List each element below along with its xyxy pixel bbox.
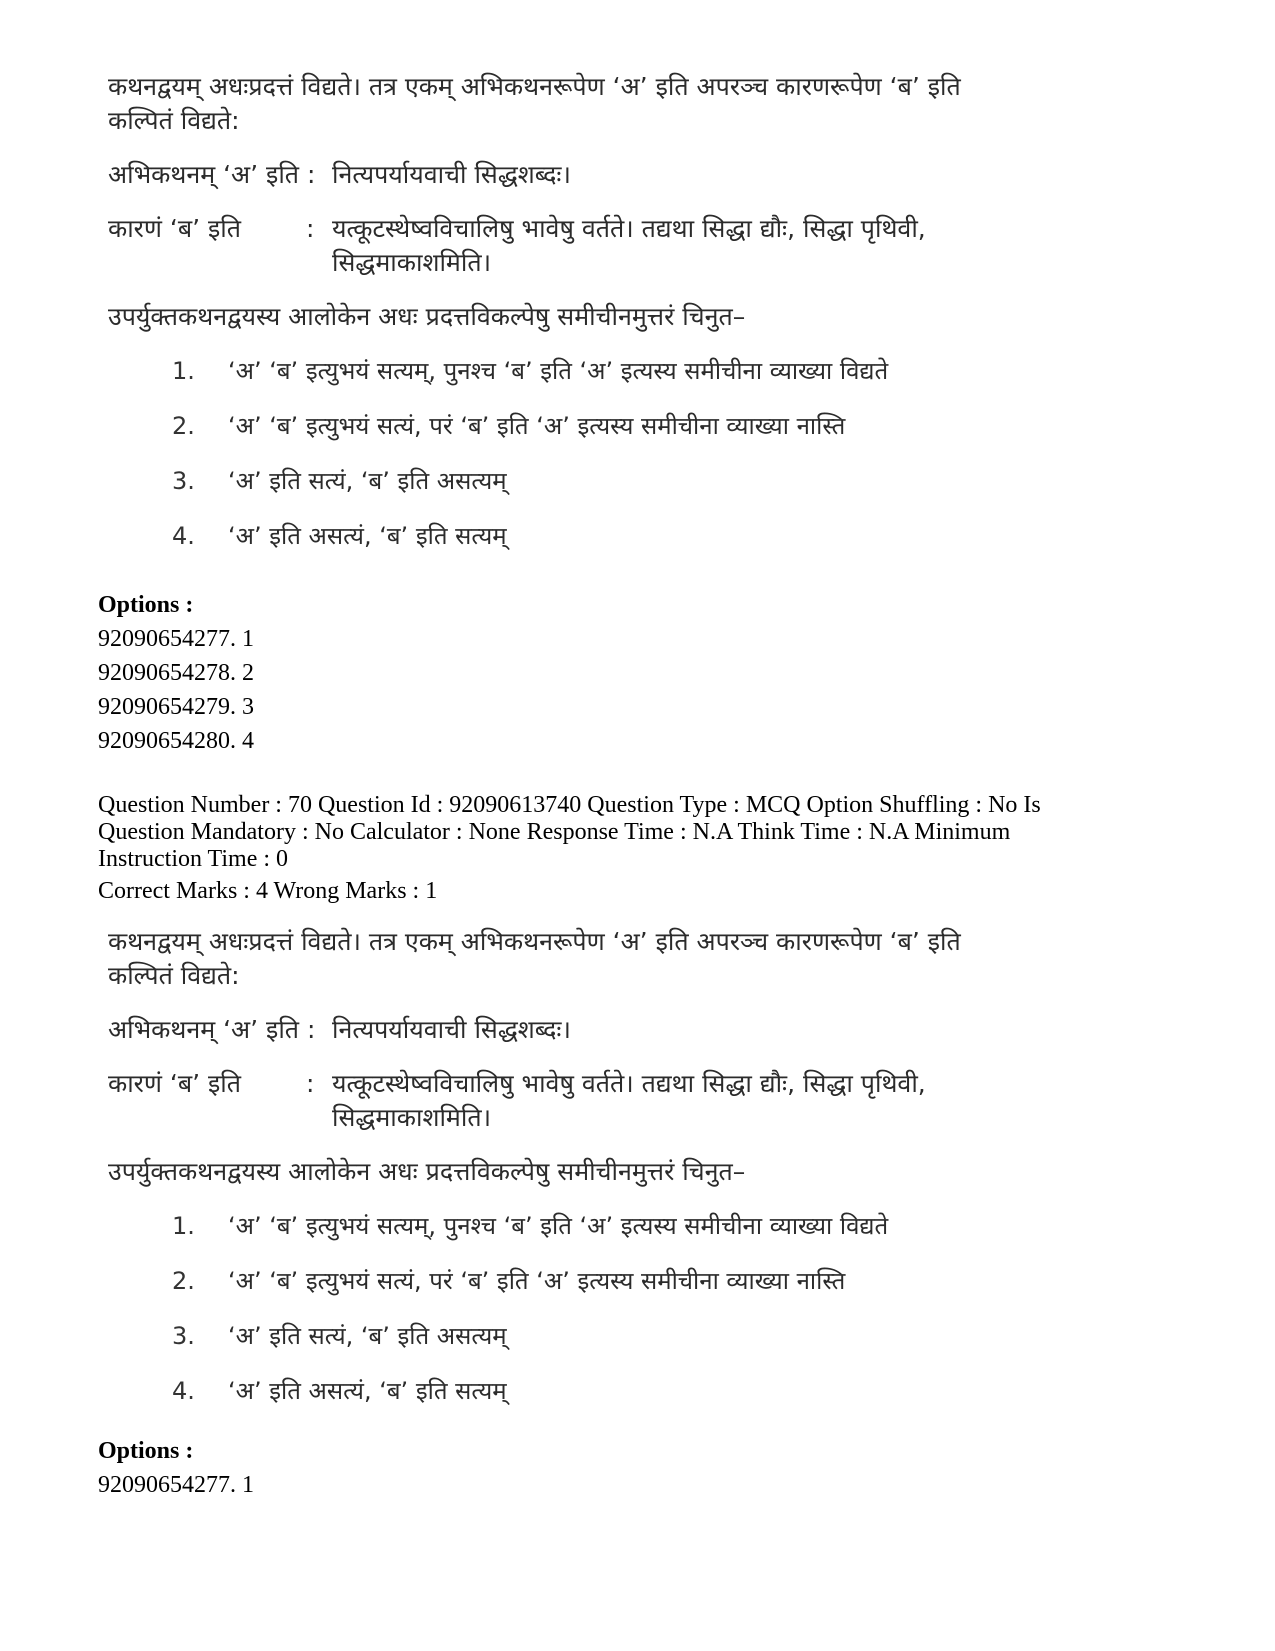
option-item: 92090654277. 1 (98, 626, 254, 652)
marks-line: Correct Marks : 4 Wrong Marks : 1 (98, 878, 438, 904)
instruction: उपर्युक्तकथनद्वयस्य आलोकेन अधः प्रदत्तविकल्पेषु समीचीनमुत्तरं चिनुत– (108, 302, 746, 331)
assertion-text: नित्यपर्यायवाची सिद्धशब्दः। (332, 1015, 571, 1044)
choice-item (172, 409, 1008, 443)
assertion-row (108, 158, 1008, 192)
options-section-1 (98, 590, 1218, 758)
assertion-label: अभिकथनम् ‘अ’ इति : (108, 1015, 316, 1044)
reason-row (108, 212, 1008, 280)
intro-line-1: कथनद्वयम् अधःप्रदत्तं विद्यते। तत्र एकम् अभिकथनरूपेण ‘अ’ इति अपरञ्च कारणरूपेण ‘ब’ इति (108, 72, 961, 101)
choice-text: ‘अ’ इति असत्यं, ‘ब’ इति सत्यम् (228, 522, 507, 550)
question-meta-line-3: Instruction Time : 0 (98, 846, 289, 872)
question-meta-line-2: Question Mandatory : No Calculator : None Response Time : N.A Think Time : N.A Minimum (98, 819, 1011, 845)
choice-list (108, 354, 1008, 553)
choice-text: ‘अ’ इति असत्यं, ‘ब’ इति सत्यम् (228, 1377, 507, 1405)
reason-label: कारणं ‘ब’ इति (108, 1069, 242, 1098)
choice-list (108, 1209, 1008, 1408)
question-meta-line-1: Question Number : 70 Question Id : 92090613740 Question Type : MCQ Option Shuffling : No Is (98, 792, 1041, 818)
reason-line-2: सिद्धमाकाशमिति। (332, 1103, 492, 1132)
choice-item (172, 464, 1008, 498)
reason-colon: : (306, 214, 315, 243)
option-item: 92090654277. 1 (98, 1472, 254, 1498)
assertion-text: नित्यपर्यायवाची सिद्धशब्दः। (332, 160, 571, 189)
choice-number: 3. (172, 467, 195, 495)
choice-item (172, 1264, 1008, 1298)
reason-label: कारणं ‘ब’ इति (108, 214, 242, 243)
reason-text (332, 1067, 1008, 1135)
intro-line-1: कथनद्वयम् अधःप्रदत्तं विद्यते। तत्र एकम् अभिकथनरूपेण ‘अ’ इति अपरञ्च कारणरूपेण ‘ब’ इति (108, 927, 961, 956)
options-list (98, 1468, 1218, 1502)
assertion-label: अभिकथनम् ‘अ’ इति : (108, 160, 316, 189)
choice-item (172, 354, 1008, 388)
options-section-2 (98, 1436, 1218, 1502)
reason-row (108, 1067, 1008, 1135)
choice-item (172, 1319, 1008, 1353)
choice-item (172, 1209, 1008, 1243)
choice-number: 1. (172, 357, 195, 385)
reason-line-2: सिद्धमाकाशमिति। (332, 248, 492, 277)
choice-text: ‘अ’ ‘ब’ इत्युभयं सत्यम्, पुनश्च ‘ब’ इति ‘अ’ इत्यस्य समीचीना व्याख्या विद्यते (228, 357, 889, 385)
options-list (98, 622, 1218, 758)
question-meta (98, 792, 1218, 905)
choice-number: 2. (172, 1267, 195, 1295)
choice-text: ‘अ’ ‘ब’ इत्युभयं सत्यम्, पुनश्च ‘ब’ इति ‘अ’ इत्यस्य समीचीना व्याख्या विद्यते (228, 1212, 889, 1240)
choice-number: 1. (172, 1212, 195, 1240)
reason-line-1: यत्कूटस्थेष्वविचालिषु भावेषु वर्तते। तद्यथा सिद्धा द्यौः, सिद्धा पृथिवी, (332, 1069, 926, 1098)
choice-text: ‘अ’ इति सत्यं, ‘ब’ इति असत्यम् (228, 467, 507, 495)
option-item: 92090654278. 2 (98, 660, 254, 686)
option-item: 92090654279. 3 (98, 694, 254, 720)
options-heading: Options : (98, 592, 194, 618)
choice-text: ‘अ’ इति सत्यं, ‘ब’ इति असत्यम् (228, 1322, 507, 1350)
reason-text (332, 212, 1008, 280)
option-item: 92090654280. 4 (98, 728, 254, 754)
choice-text: ‘अ’ ‘ब’ इत्युभयं सत्यं, परं ‘ब’ इति ‘अ’ इत्यस्य समीचीना व्याख्या नास्ति (228, 1267, 846, 1295)
choice-number: 3. (172, 1322, 195, 1350)
choice-number: 4. (172, 1377, 195, 1405)
question-block-1 (108, 70, 1008, 553)
instruction: उपर्युक्तकथनद्वयस्य आलोकेन अधः प्रदत्तविकल्पेषु समीचीनमुत्तरं चिनुत– (108, 1157, 746, 1186)
choice-number: 4. (172, 522, 195, 550)
assertion-row (108, 1013, 1008, 1047)
intro-line-2: कल्पितं विद्यते: (108, 961, 240, 990)
intro-line-2: कल्पितं विद्यते: (108, 106, 240, 135)
choice-text: ‘अ’ ‘ब’ इत्युभयं सत्यं, परं ‘ब’ इति ‘अ’ इत्यस्य समीचीना व्याख्या नास्ति (228, 412, 846, 440)
choice-number: 2. (172, 412, 195, 440)
reason-line-1: यत्कूटस्थेष्वविचालिषु भावेषु वर्तते। तद्यथा सिद्धा द्यौः, सिद्धा पृथिवी, (332, 214, 926, 243)
reason-colon: : (306, 1069, 315, 1098)
question-block-2 (108, 925, 1008, 1408)
choice-item (172, 1374, 1008, 1408)
options-heading: Options : (98, 1438, 194, 1464)
choice-item (172, 519, 1008, 553)
